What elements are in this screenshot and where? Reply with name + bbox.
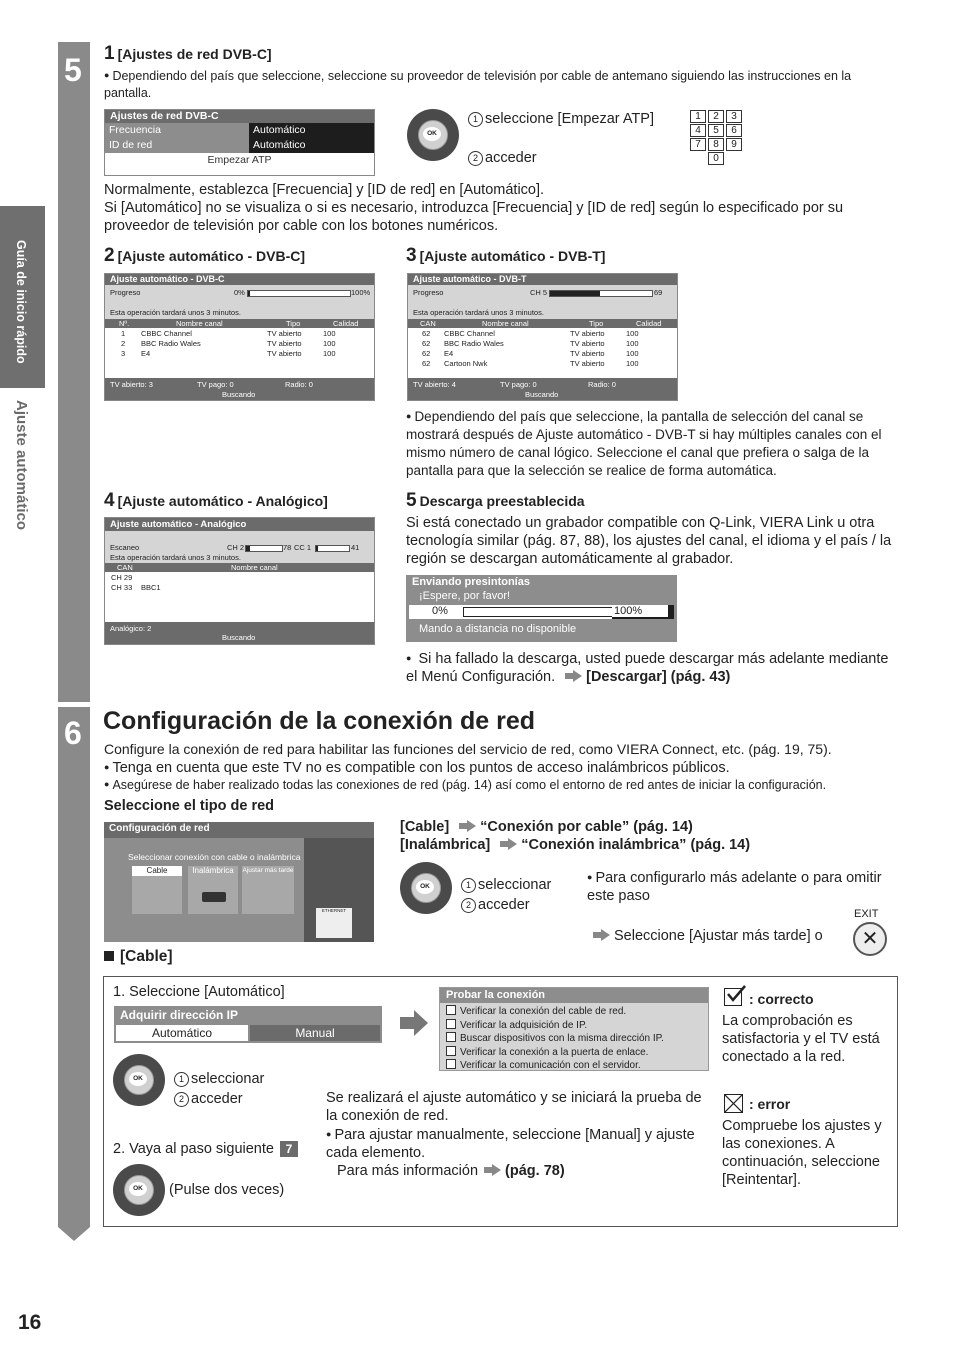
manual-text: ● Para ajustar manualmente, seleccione [Manual] y ajuste cada elemento.	[326, 1125, 706, 1162]
later-option[interactable]: Ajustar más tarde	[242, 866, 294, 914]
side-tab-bottom-label: Ajuste automático	[13, 400, 30, 531]
freq-value[interactable]: Automático	[249, 123, 374, 138]
cable-link-line: [Cable] “Conexión por cable” (pág. 14)	[400, 819, 693, 835]
test-item: Verificar la conexión del cable de red.	[446, 1005, 664, 1019]
side-tab-top-label: Guía de inicio rápido	[14, 240, 28, 364]
remote-dpad-icon: OK	[400, 862, 452, 914]
step6-number: 6	[64, 715, 82, 751]
square-bullet-icon	[104, 951, 114, 961]
remote-dpad-icon: OK	[407, 109, 459, 161]
step6-remote-access: 2 acceder	[461, 896, 530, 914]
test-item: Verificar la adquisición de IP.	[446, 1019, 664, 1033]
page-78-link[interactable]: (pág. 78)	[505, 1163, 565, 1179]
check-icon	[446, 1046, 456, 1056]
screen-title: Ajustes de red DVB-C	[105, 110, 374, 123]
ip-auto-option[interactable]: Automático	[116, 1025, 248, 1041]
check-icon	[446, 1032, 456, 1042]
s1-note: ● Dependiendo del país que seleccione, seleccione su proveedor de televisión por cable de antemano siguiendo las instrucciones en la pantalla.	[104, 67, 864, 102]
press-twice: (Pulse dos veces)	[169, 1182, 285, 1198]
check-icon	[446, 1005, 456, 1015]
wireless-link-line: [Inalámbrica] “Conexión inalámbrica” (pág. 14)	[400, 837, 751, 853]
s3-heading: 3 [Ajuste automático - DVB-T]	[406, 245, 606, 266]
step6-remote-select: 1 seleccionar	[461, 876, 551, 894]
netid-label: ID de red	[105, 138, 249, 153]
ip-address-screen	[114, 1006, 382, 1043]
error-x-icon	[724, 1094, 743, 1113]
s3-note: ● Dependiendo del país que seleccione, la pantalla de selección del canal se mostrará después de Ajuste automático - DVB-T si hay múltiples canales con el mismo número de canal lógico. Seleccione el canal que prefiera o salga de la pantalla para que la selección se realice de forma automática.	[406, 407, 901, 480]
ip-manual-option[interactable]: Manual	[250, 1025, 380, 1041]
analog-autotune-screen: Ajuste automático - Analógico Escaneo CH 2 78 CC 1 41 Esta operación tardará unos 3 minutos. CAN Nombre canal CH 29 CH 33 BBC1 Analógico: 2 Buscando	[104, 517, 375, 645]
screen-title: Configuración de red	[109, 823, 210, 834]
preset-download-screen: Enviando presintonías ¡Espere, por favor! 0% 100% Mando a distancia no disponible	[406, 575, 677, 642]
later-note: ● Para configurarlo más adelante o para omitir este paso	[587, 868, 887, 905]
box-remote-access: 2 acceder	[174, 1090, 243, 1108]
arrow-icon	[467, 820, 476, 832]
step6-bullet2: ● Asegúrese de haber realizado todas las conexiones de red (pág. 14) así como el entorno de red antes de iniciar la configuración.	[104, 776, 904, 794]
netid-value[interactable]: Automático	[249, 138, 374, 153]
correct-label: : correcto	[749, 991, 814, 1007]
cable-heading: [Cable]	[104, 948, 173, 966]
correct-check-icon	[724, 988, 742, 1006]
step6-bullet1: ● Tenga en cuenta que este TV no es compatible con los puntos de acceso inalámbricos públicos.	[104, 758, 904, 777]
test-item: Verificar la conexión a la puerta de enlace.	[446, 1046, 664, 1060]
step7-badge: 7	[280, 1141, 298, 1157]
arrow-icon	[508, 838, 517, 850]
correct-text: La comprobación es satisfactoria y el TV está conectado a la red.	[722, 1013, 880, 1065]
screen-title: Enviando presintonías	[412, 576, 530, 588]
step5-bar	[58, 42, 90, 702]
check-icon	[446, 1059, 456, 1069]
step5-number: 5	[64, 52, 82, 88]
descargar-link[interactable]: [Descargar] (pág. 43)	[586, 669, 731, 685]
more-info: Para más información (pág. 78)	[337, 1163, 565, 1179]
box-step1: 1. Seleccione [Automático]	[113, 984, 285, 1000]
s4-heading: 4 [Ajuste automático - Analógico]	[104, 490, 328, 511]
s2-heading: 2 [Ajuste automático - DVB-C]	[104, 245, 306, 266]
exit-label: EXIT	[854, 908, 879, 920]
s1-remote-access: 2 acceder	[468, 149, 537, 167]
progress-bar	[247, 290, 351, 297]
arrow-icon	[601, 929, 610, 941]
wireless-option[interactable]: Inalámbrica	[188, 866, 238, 914]
dvbc-network-screen	[104, 109, 375, 176]
page-number: 16	[18, 1311, 42, 1334]
s5-note: ● Si ha fallado la descarga, usted puede descargar más adelante mediante el Menú Configuración. [Descargar] (pág. 43)	[406, 649, 901, 686]
arrow-icon	[492, 1164, 501, 1176]
ethernet-port: ETHERNET	[316, 908, 352, 938]
remote-dpad-icon: OK	[113, 1054, 165, 1106]
test-item: Buscar dispositivos con la misma dirección IP.	[446, 1032, 664, 1046]
network-config-screen: Configuración de red Seleccionar conexión con cable o inalámbrica Cable Inalámbrica Ajustar más tarde ETHERNET	[104, 822, 374, 942]
test-item: Verificar la comunicación con el servidor.	[446, 1059, 664, 1073]
router-icon	[202, 892, 226, 902]
s5-heading: 5 Descarga preestablecida	[406, 490, 585, 511]
select-type-heading: Seleccione el tipo de red	[104, 798, 275, 814]
error-text: Compruebe los ajustes y las conexiones. A continuación, seleccione [Reintentar].	[722, 1118, 882, 1188]
dvbt-autotune-screen: Ajuste automático - DVB-T Progreso CH 5 69 Esta operación tardará unos 3 minutos. CAN Nombre canal Tipo Calidad 62 CBBC Channel TV abierto 100 62 BBC Radio Wales TV abierto 100 62 E4 TV abierto 100 62 Cartoon Nwk TV abierto 100 TV abierto: 4 TV pago: 0 Radio: 0 Buscando	[407, 273, 678, 401]
s1-remote-select: 1 seleccione [Empezar ATP]	[468, 110, 654, 128]
step6-title: Configuración de la conexión de red	[103, 707, 536, 735]
remote-dpad-icon: OK	[113, 1164, 165, 1216]
start-atp-button[interactable]: Empezar ATP	[207, 154, 272, 166]
connection-test-screen	[439, 987, 709, 1071]
auto-text: Se realizará el ajuste automático y se iniciará la prueba de la conexión de red.	[326, 1090, 702, 1124]
box-step2: 2. Vaya al paso siguiente 7	[113, 1140, 298, 1158]
error-label: : error	[749, 1096, 791, 1112]
dvbc-autotune-screen: Ajuste automático - DVB-C Progreso 0% 100% Esta operación tardará unos 3 minutos. Nº. Nombre canal Tipo Calidad 1 CBBC Channel TV abierto 100 2 BBC Radio Wales TV abierto 100 3 E4 TV abierto 100 TV abierto: 3 TV pago: 0 Radio: 0 Buscando	[104, 273, 375, 401]
s1-para: Normalmente, establezca [Frecuencia] y [ID de red] en [Automático].	[104, 182, 545, 198]
screen-title: Probar la conexión	[440, 988, 708, 1003]
s5-para: Si está conectado un grabador compatible con Q-Link, VIERA Link u otra tecnología similar (pág. 87, 88), los ajustes del canal, el idioma y el país / la región se descargan automáticamente al grabador.	[406, 515, 892, 567]
step6-bar-arrow	[58, 1227, 90, 1241]
screen-title: Adquirir dirección IP	[120, 1008, 239, 1022]
check-icon	[446, 1019, 456, 1029]
arrow-icon	[573, 670, 582, 682]
freq-label: Frecuencia	[105, 123, 249, 138]
download-progress-bar	[463, 607, 615, 617]
step6-intro: Configure la conexión de red para habilitar las funciones del servicio de red, como VIERA Connect, etc. (pág. 19, 75).	[104, 741, 832, 757]
s1-para2: Si [Automático] no se visualiza o si es necesario, introduzca [Frecuencia] y [ID de red] según lo especificado por su proveedor de televisión por cable con los botones numéricos.	[104, 200, 844, 234]
cable-option[interactable]: Cable	[132, 866, 182, 914]
exit-button-icon: ✕	[853, 922, 887, 956]
step6-bar	[58, 707, 90, 1227]
s1-heading: 1 [Ajustes de red DVB-C]	[104, 43, 272, 64]
box-remote-select: 1 seleccionar	[174, 1070, 264, 1088]
progress-bar	[549, 290, 653, 297]
later-action: Seleccione [Ajustar más tarde] o	[587, 927, 823, 945]
